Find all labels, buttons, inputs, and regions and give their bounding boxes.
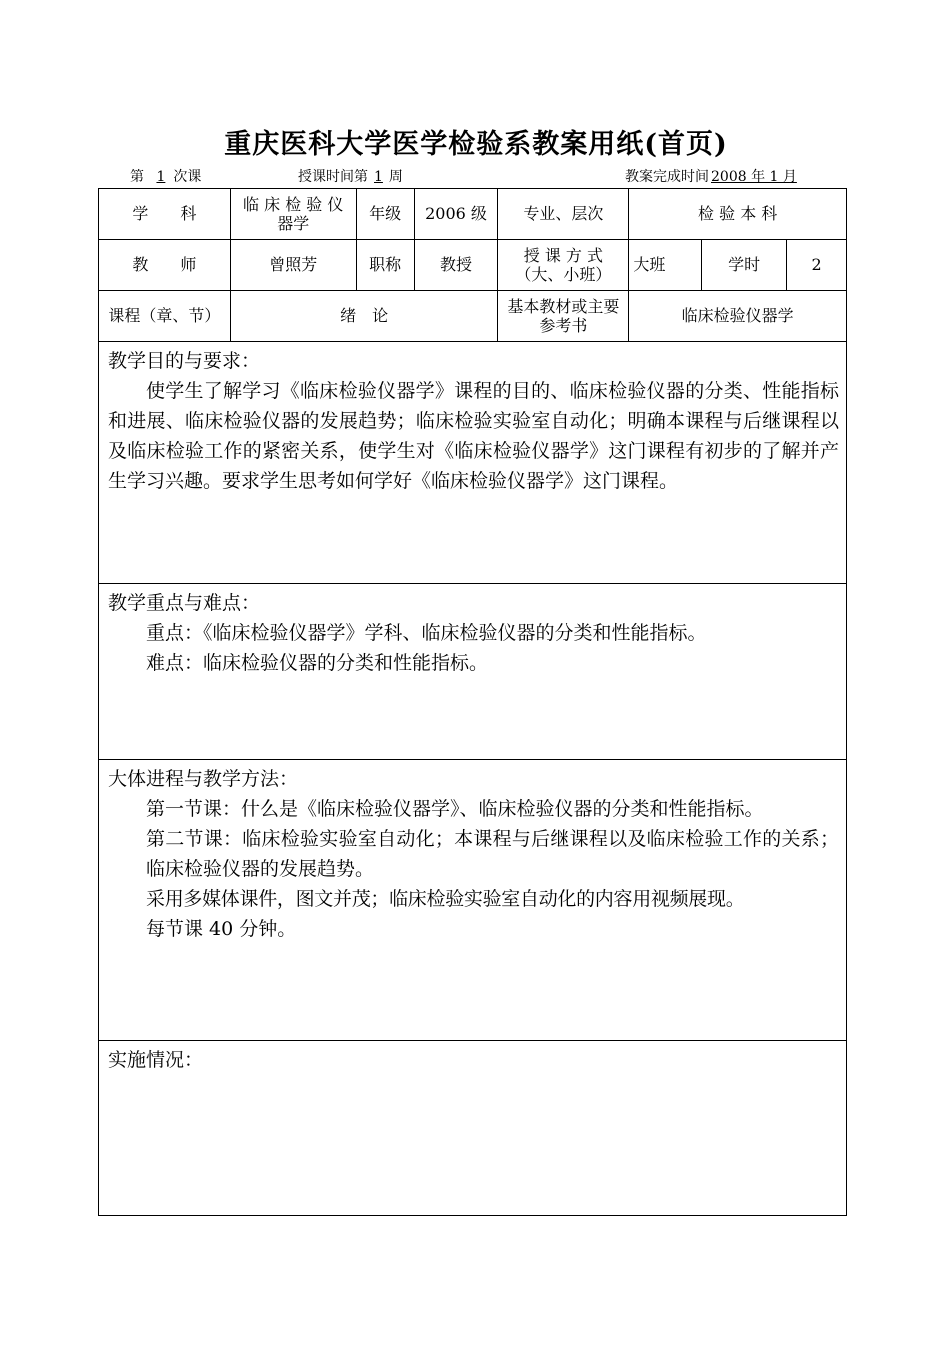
process-section: [98, 759, 847, 1040]
grade-label: 年级: [356, 189, 414, 240]
objectives-section: [98, 341, 847, 583]
teacher-value: 曾照芳: [230, 240, 356, 291]
keypoints-section: [98, 583, 847, 759]
chapter-label: 课程（章、节）: [99, 291, 231, 342]
header-table: [98, 188, 847, 342]
subject-label: 学 科: [99, 189, 231, 240]
process-heading: 大体进程与教学方法：: [108, 768, 299, 790]
book-label: 基本教材或主要参考书: [498, 291, 629, 342]
week-suffix: 周: [388, 169, 403, 185]
lesson-prefix: 第: [130, 169, 144, 185]
subject-value: 临 床 检 验 仪器学: [230, 189, 356, 240]
week-no: 1: [374, 169, 383, 185]
teaching-week: [298, 166, 403, 186]
page-title: 重庆医科大学医学检验系教案用纸(首页): [224, 129, 728, 160]
done-date: 2008 年 1 月: [711, 169, 797, 185]
process-item: 采用多媒体课件，图文并茂；临床检验实验室自动化的内容用视频展现。: [146, 888, 745, 910]
objectives-heading: 教学目的与要求：: [108, 350, 261, 372]
completion-date: [625, 166, 799, 186]
key-point: 重点：《临床检验仪器学》学科、临床检验仪器的分类和性能指标。: [146, 622, 707, 644]
objectives-text: 使学生了解学习《临床检验仪器学》课程的目的、临床检验仪器的分类、性能指标和进展、临床检验仪器的发展趋势；临床检验实验室自动化；明确本课程与后继课程以及临床检验工作的紧密关系，使学生对《临床检验仪器学》这门课程有初步的了解并产生学习兴趣。要求学生思考如何学好《临床检验仪器学》这门课程。: [108, 380, 839, 492]
lesson-suffix: 次课: [173, 169, 202, 185]
major-label: 专业、层次: [498, 189, 629, 240]
process-item: 第一节课：什么是《临床检验仪器学》、临床检验仪器的分类和性能指标。: [146, 798, 764, 820]
difficult-point: 难点：临床检验仪器的分类和性能指标。: [146, 652, 489, 674]
done-label: 教案完成时间: [625, 169, 709, 185]
week-prefix: 授课时间第: [298, 169, 368, 185]
major-value: 检 验 本 科: [629, 189, 847, 240]
mode-label: 授 课 方 式（大、小班）: [498, 240, 629, 291]
keypoints-heading: 教学重点与难点：: [108, 592, 261, 614]
lesson-number: [130, 166, 201, 186]
process-item: 每节课 40 分钟。: [146, 918, 297, 940]
hours-value: 2: [787, 240, 847, 291]
hours-label: 学时: [702, 240, 787, 291]
lesson-no: 1: [156, 169, 166, 185]
teacher-label: 教 师: [99, 240, 231, 291]
grade-value: 2006 级: [414, 189, 498, 240]
implementation-heading: 实施情况：: [108, 1049, 204, 1071]
process-item: 第二节课：临床检验实验室自动化；本课程与后继课程以及临床检验工作的关系；临床检验仪器的发展趋势。: [146, 828, 839, 880]
mode-value: 大班: [629, 240, 702, 291]
rank-label: 职称: [356, 240, 414, 291]
implementation-section: [98, 1040, 847, 1216]
rank-value: 教授: [414, 240, 498, 291]
chapter-value: 绪 论: [230, 291, 498, 342]
book-value: 临床检验仪器学: [629, 291, 847, 342]
